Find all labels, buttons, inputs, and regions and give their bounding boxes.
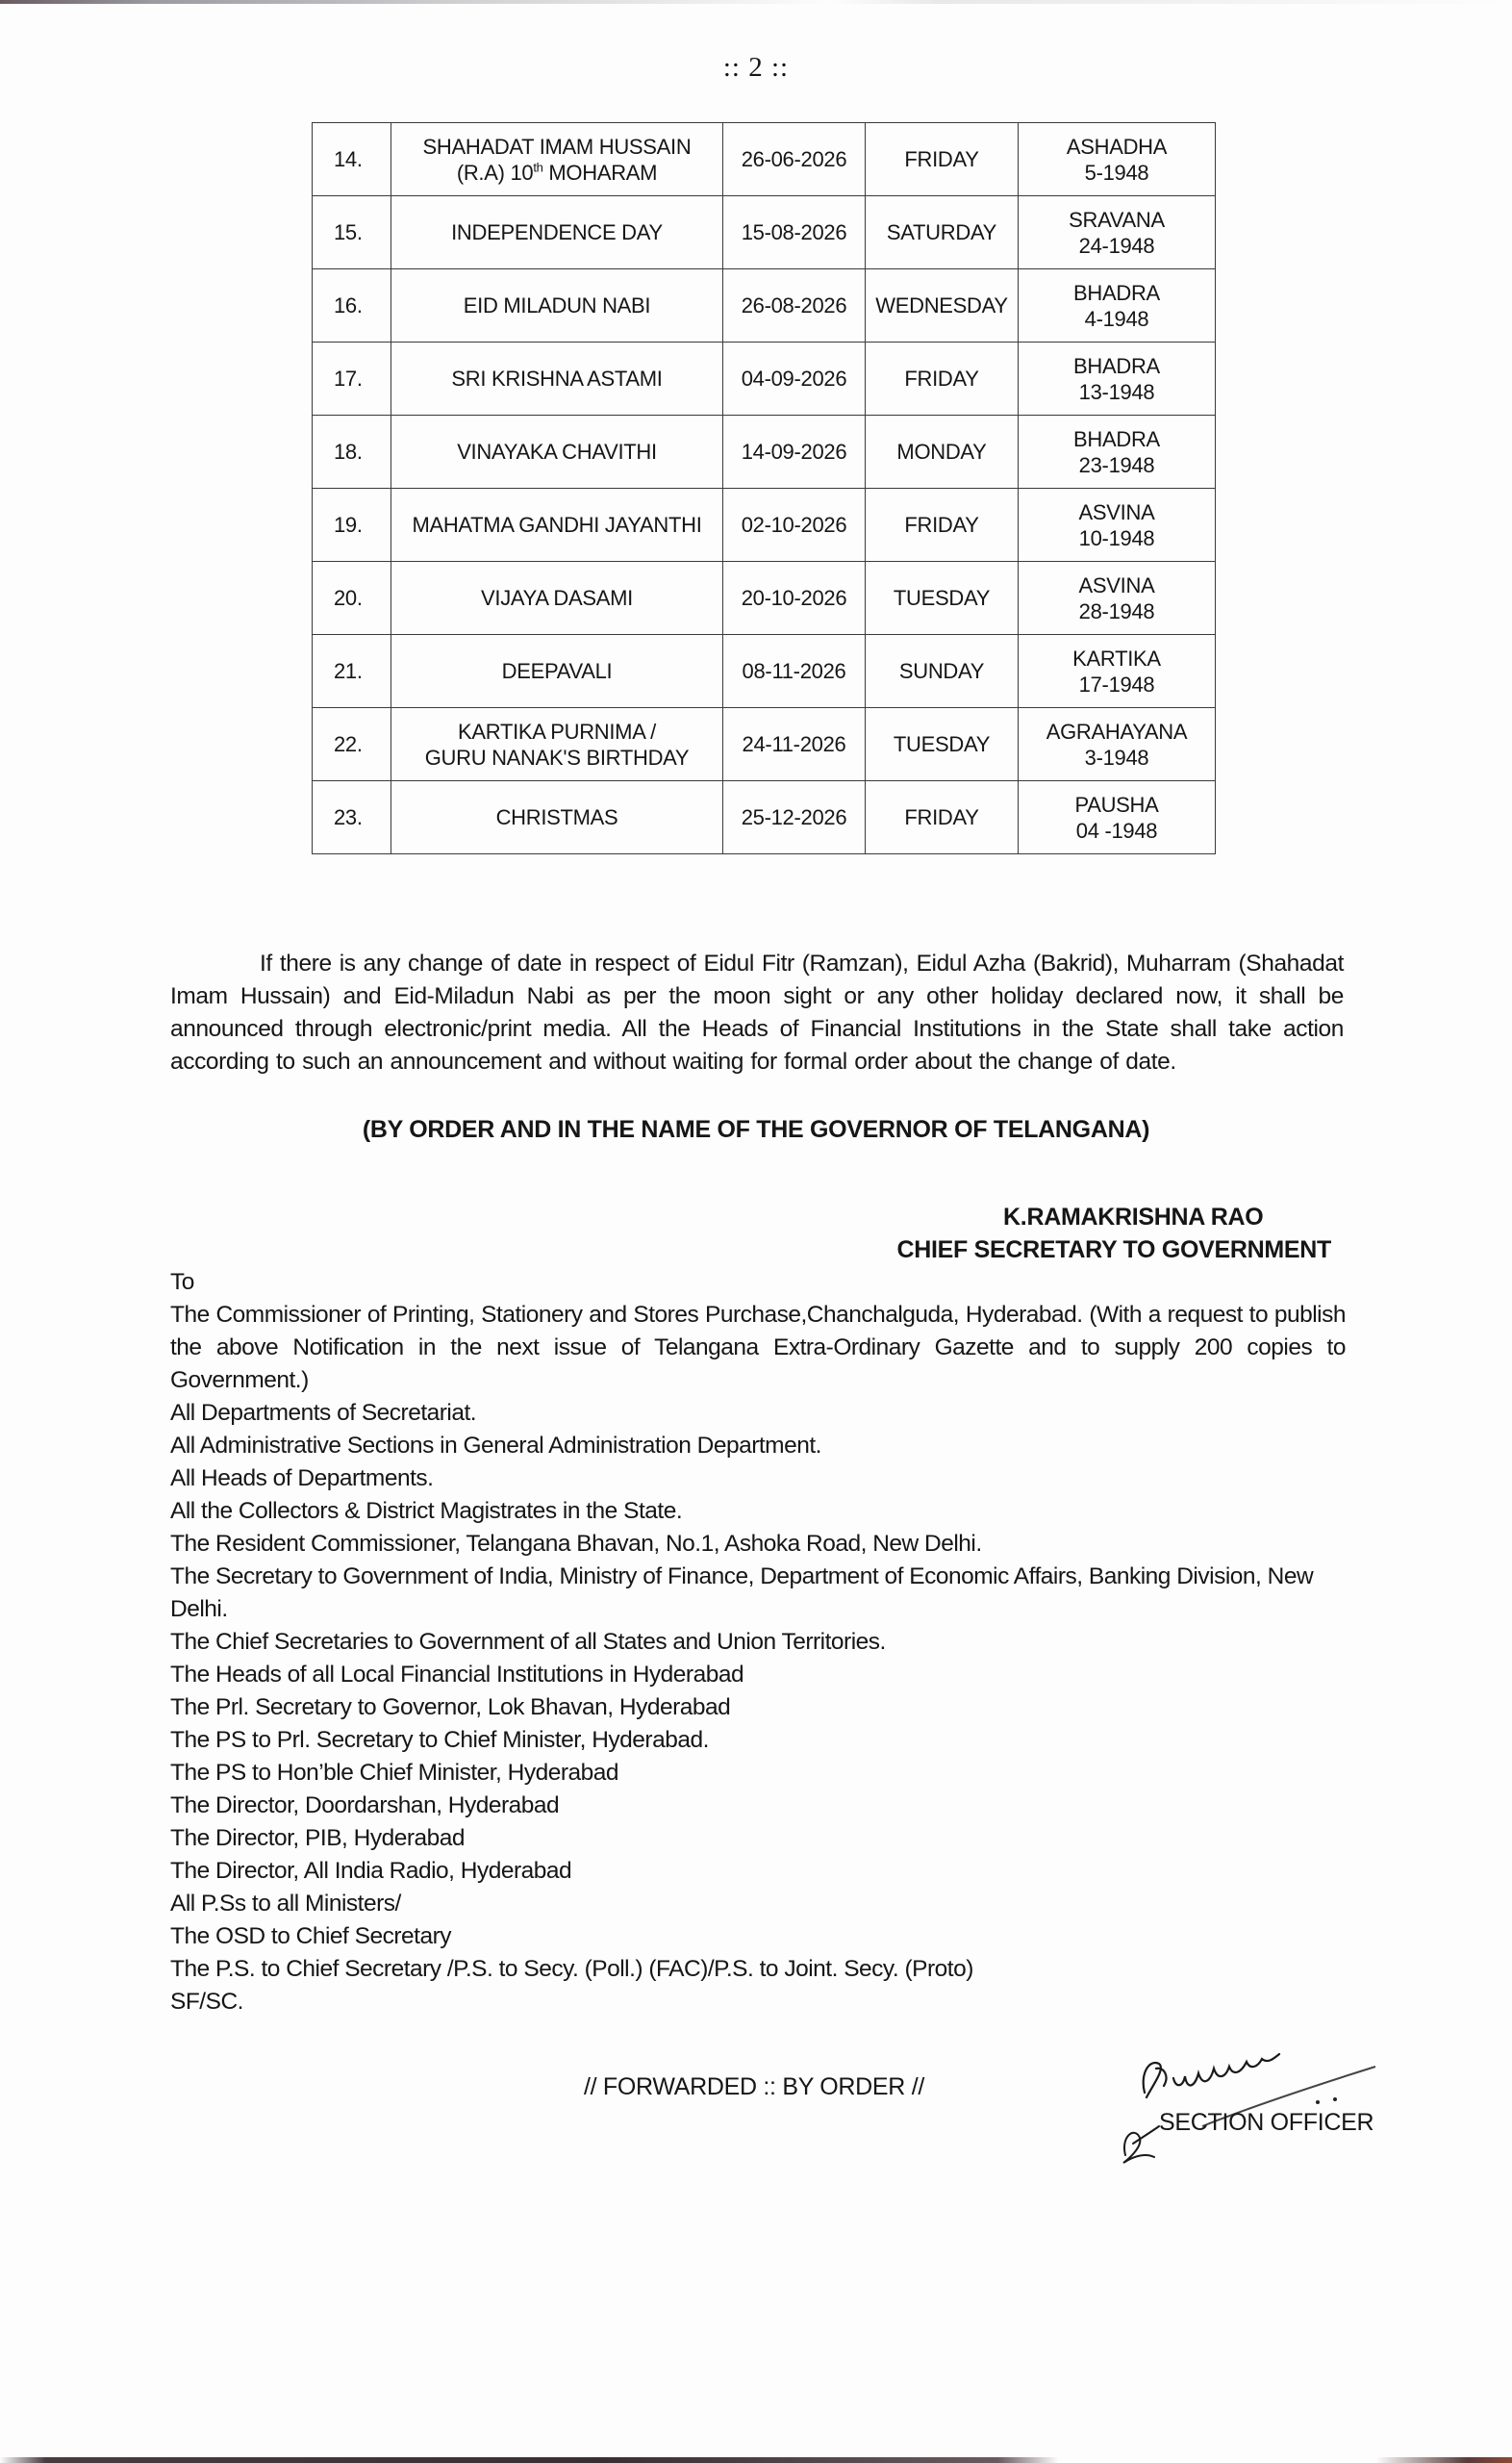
- date-cell: [723, 635, 866, 708]
- order-heading: (BY ORDER AND IN THE NAME OF THE GOVERNOR OF TELANGANA): [362, 1116, 1150, 1143]
- day-cell: [866, 416, 1019, 489]
- serial-number-cell: [313, 416, 391, 489]
- holiday-name: VIJAYA DASAMI: [481, 586, 633, 610]
- ordinal-suffix: th: [533, 160, 543, 175]
- serial-number: 21.: [334, 659, 363, 683]
- holiday-date: 26-06-2026: [741, 147, 847, 171]
- holiday-date: 04-09-2026: [741, 367, 847, 391]
- holiday-name-cell: [391, 781, 723, 854]
- holiday-name-cell: [391, 196, 723, 269]
- recipient-item: The Chief Secretaries to Government of all States and Union Territories.: [170, 1629, 886, 1655]
- weekday: SUNDAY: [898, 659, 985, 683]
- serial-number: 18.: [334, 440, 363, 464]
- signatory-name: K.RAMAKRISHNA RAO: [1003, 1204, 1264, 1231]
- saka-date: 28-1948: [1078, 598, 1155, 623]
- saka-date: 17-1948: [1078, 672, 1155, 697]
- saka-date: 5-1948: [1084, 160, 1149, 185]
- signatory-designation: CHIEF SECRETARY TO GOVERNMENT: [896, 1236, 1331, 1263]
- saka-date-cell: [1019, 781, 1216, 854]
- holiday-name-cell: [391, 708, 723, 781]
- day-cell: [866, 269, 1019, 343]
- saka-month: BHADRA: [1073, 426, 1160, 451]
- holiday-name-cell: [391, 489, 723, 562]
- holiday-name: EID MILADUN NABI: [463, 293, 651, 317]
- serial-number-cell: [313, 269, 391, 343]
- holiday-table: [312, 122, 1216, 854]
- weekday: FRIDAY: [904, 513, 979, 537]
- date-cell: [723, 123, 866, 196]
- day-cell: [866, 562, 1019, 635]
- saka-date-cell: [1019, 343, 1216, 416]
- holiday-name: SRI KRISHNA ASTAMI: [451, 367, 663, 391]
- date-cell: [723, 489, 866, 562]
- table-row: [313, 562, 1216, 635]
- weekday: WEDNESDAY: [875, 293, 1008, 317]
- recipient-item: All Administrative Sections in General Administration Department.: [170, 1433, 821, 1459]
- saka-month: ASVINA: [1078, 572, 1155, 597]
- recipient-item: The Director, Doordarshan, Hyderabad: [170, 1792, 560, 1818]
- weekday: MONDAY: [896, 440, 987, 464]
- day-cell: [866, 635, 1019, 708]
- notice-paragraph: If there is any change of date in respect of Eidul Fitr (Ramzan), Eidul Azha (Bakrid), Muharram (Shahadat Imam Hussain) and Eid-Miladun Nabi as per the moon sight or any other holiday declared now, it shall be announced through electronic/print media. All the Heads of Financial Institutions in the State shall take action according to such an announcement and without waiting for formal order about the change of date.: [170, 951, 1344, 1075]
- date-cell: [723, 343, 866, 416]
- serial-number: 19.: [334, 513, 363, 537]
- holiday-name: VINAYAKA CHAVITHI: [457, 440, 657, 464]
- weekday: TUESDAY: [893, 586, 991, 610]
- saka-date: 13-1948: [1078, 379, 1155, 404]
- recipient-item: All Departments of Secretariat.: [170, 1400, 477, 1426]
- recipient-item: The Prl. Secretary to Governor, Lok Bhavan, Hyderabad: [170, 1694, 731, 1720]
- recipient-item: The Resident Commissioner, Telangana Bhavan, No.1, Ashoka Road, New Delhi.: [170, 1531, 982, 1557]
- holiday-name-part: MOHARAM: [542, 160, 658, 185]
- holiday-name: DEEPAVALI: [501, 659, 613, 683]
- saka-date-cell: [1019, 562, 1216, 635]
- day-cell: [866, 781, 1019, 854]
- table-row: [313, 416, 1216, 489]
- holiday-date: 14-09-2026: [741, 440, 847, 464]
- holiday-date: 25-12-2026: [741, 805, 847, 829]
- section-officer-label: SECTION OFFICER: [1159, 2109, 1374, 2136]
- saka-date-cell: [1019, 196, 1216, 269]
- saka-month: ASHADHA: [1066, 134, 1168, 159]
- saka-date: 24-1948: [1078, 233, 1155, 258]
- saka-month: SRAVANA: [1069, 207, 1165, 232]
- serial-number-cell: [313, 489, 391, 562]
- distribution-list: [170, 1266, 1346, 2019]
- saka-date: 10-1948: [1078, 525, 1155, 550]
- saka-date: 04 -1948: [1075, 818, 1158, 843]
- recipient-item: The Secretary to Government of India, Ministry of Finance, Department of Economic Affairs, Banking Division, New Delhi.: [170, 1563, 1314, 1622]
- weekday: SATURDAY: [886, 220, 997, 244]
- first-recipient: The Commissioner of Printing, Stationery and Stores Purchase,Chanchalguda, Hyderabad. (With a request to publish the above Notification in the next issue of Telangana Extra-Ordinary Gazette and to supply 200 copies to Government.): [170, 1302, 1346, 1393]
- holiday-date: 26-08-2026: [741, 293, 847, 317]
- signature-icon: [1106, 2030, 1385, 2174]
- saka-date: 4-1948: [1084, 306, 1149, 331]
- holiday-name-cell: [391, 416, 723, 489]
- serial-number: 17.: [334, 367, 363, 391]
- holiday-name: INDEPENDENCE DAY: [451, 220, 663, 244]
- table-row: [313, 269, 1216, 343]
- holiday-date: 02-10-2026: [741, 513, 847, 537]
- day-cell: [866, 343, 1019, 416]
- holiday-name-cell: [391, 269, 723, 343]
- recipient-item: All P.Ss to all Ministers/: [170, 1891, 401, 1917]
- saka-date-cell: [1019, 269, 1216, 343]
- serial-number-cell: [313, 781, 391, 854]
- date-cell: [723, 196, 866, 269]
- recipient-item: All the Collectors & District Magistrates in the State.: [170, 1498, 683, 1524]
- saka-date-cell: [1019, 708, 1216, 781]
- weekday: TUESDAY: [893, 732, 991, 756]
- date-cell: [723, 781, 866, 854]
- saka-date-cell: [1019, 123, 1216, 196]
- serial-number-cell: [313, 123, 391, 196]
- date-cell: [723, 708, 866, 781]
- weekday: FRIDAY: [904, 367, 979, 391]
- recipient-item: The Director, PIB, Hyderabad: [170, 1825, 466, 1851]
- saka-month: BHADRA: [1073, 280, 1160, 305]
- table-row: [313, 343, 1216, 416]
- table-row: [313, 123, 1216, 196]
- table-row: [313, 708, 1216, 781]
- recipient-item: All Heads of Departments.: [170, 1465, 434, 1491]
- holiday-name-cell: [391, 343, 723, 416]
- saka-month: KARTIKA: [1072, 646, 1161, 671]
- serial-number-cell: [313, 196, 391, 269]
- holiday-date: 20-10-2026: [741, 586, 847, 610]
- recipient-item: The Heads of all Local Financial Institutions in Hyderabad: [170, 1662, 744, 1688]
- saka-date: 23-1948: [1078, 452, 1155, 477]
- saka-month: ASVINA: [1078, 499, 1155, 524]
- saka-month: PAUSHA: [1074, 792, 1159, 817]
- recipient-list: [170, 1397, 1346, 2019]
- saka-month: AGRAHAYANA: [1046, 719, 1188, 744]
- date-cell: [723, 562, 866, 635]
- holiday-name-cell: [391, 635, 723, 708]
- day-cell: [866, 196, 1019, 269]
- holiday-name-line2: GURU NANAK'S BIRTHDAY: [424, 745, 690, 770]
- serial-number: 15.: [334, 220, 363, 244]
- recipient-item: The PS to Hon’ble Chief Minister, Hyderabad: [170, 1760, 619, 1786]
- scan-edge-top: [0, 0, 1512, 4]
- serial-number: 22.: [334, 732, 363, 756]
- scan-edge-bottom: [0, 2457, 1512, 2463]
- holiday-name-part: (R.A) 10: [456, 160, 534, 185]
- saka-date: 3-1948: [1084, 745, 1149, 770]
- day-cell: [866, 123, 1019, 196]
- serial-number-cell: [313, 562, 391, 635]
- weekday: FRIDAY: [904, 147, 979, 171]
- holiday-name: SHAHADAT IMAM HUSSAIN: [422, 134, 692, 159]
- holiday-date: 24-11-2026: [742, 732, 846, 756]
- day-cell: [866, 708, 1019, 781]
- saka-month: BHADRA: [1073, 353, 1160, 378]
- holiday-name: CHRISTMAS: [495, 805, 618, 829]
- holiday-name: KARTIKA PURNIMA /: [458, 719, 656, 744]
- holiday-name-cell: [391, 562, 723, 635]
- serial-number-cell: [313, 343, 391, 416]
- saka-date-cell: [1019, 489, 1216, 562]
- holiday-date: 08-11-2026: [742, 659, 846, 683]
- holiday-table-body: [313, 123, 1216, 854]
- holiday-name-cell: [391, 123, 723, 196]
- recipient-item: The Director, All India Radio, Hyderabad: [170, 1858, 572, 1884]
- page-number: :: 2 ::: [722, 52, 790, 83]
- recipient-item: The OSD to Chief Secretary: [170, 1923, 452, 1949]
- to-label: To: [170, 1269, 194, 1295]
- recipient-item: The PS to Prl. Secretary to Chief Minister, Hyderabad.: [170, 1727, 709, 1753]
- serial-number: 14.: [334, 147, 363, 171]
- table-row: [313, 781, 1216, 854]
- day-cell: [866, 489, 1019, 562]
- date-cell: [723, 269, 866, 343]
- serial-number: 23.: [334, 805, 363, 829]
- serial-number-cell: [313, 708, 391, 781]
- date-cell: [723, 416, 866, 489]
- table-row: [313, 196, 1216, 269]
- saka-date-cell: [1019, 635, 1216, 708]
- forwarded-line: // FORWARDED :: BY ORDER //: [584, 2073, 924, 2100]
- table-row: [313, 635, 1216, 708]
- weekday: FRIDAY: [904, 805, 979, 829]
- saka-date-cell: [1019, 416, 1216, 489]
- holiday-date: 15-08-2026: [741, 220, 847, 244]
- holiday-name: MAHATMA GANDHI JAYANTHI: [412, 513, 702, 537]
- serial-number-cell: [313, 635, 391, 708]
- recipient-item: The P.S. to Chief Secretary /P.S. to Secy. (Poll.) (FAC)/P.S. to Joint. Secy. (Proto): [170, 1956, 973, 1982]
- serial-number: 20.: [334, 586, 363, 610]
- signatory-block: [896, 1201, 1331, 1266]
- table-row: [313, 489, 1216, 562]
- recipient-item: SF/SC.: [170, 1989, 243, 2015]
- serial-number: 16.: [334, 293, 363, 317]
